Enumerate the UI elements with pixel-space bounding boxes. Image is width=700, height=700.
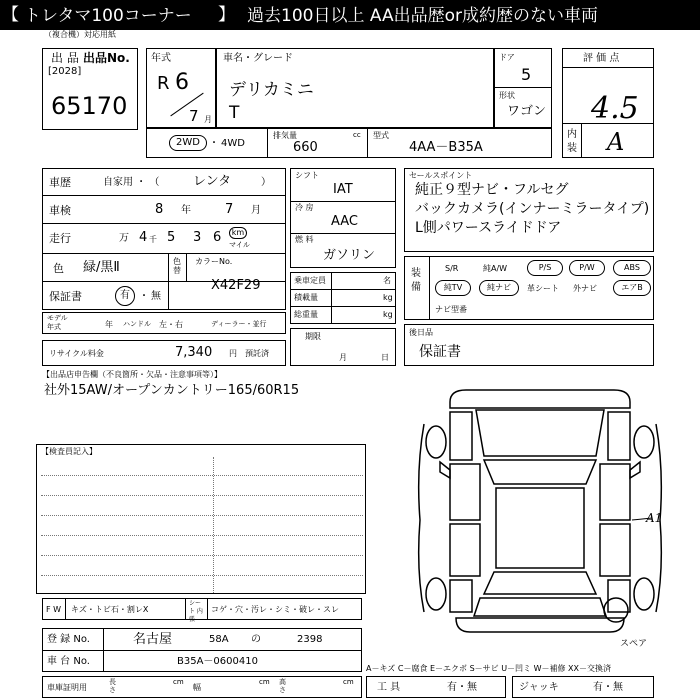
rear-glass: [484, 572, 596, 594]
mileage-man-unit: 万: [119, 233, 129, 244]
tools-value: 有・無: [447, 682, 477, 693]
equip-abs: ABS: [613, 260, 651, 276]
year-month: 7: [189, 107, 199, 125]
warranty-label: 保証書: [49, 290, 82, 303]
left-front-door: [450, 464, 480, 520]
inspection-year-unit: 年: [181, 205, 191, 216]
shift-value: IAT: [333, 182, 353, 197]
jack-label: ジャッキ: [519, 682, 559, 693]
load-label: 積載量: [294, 293, 318, 302]
mileage-sen-unit: 千: [149, 235, 157, 244]
sales-points-label: セールスポイント: [409, 171, 473, 180]
cert-length-unit: cm: [173, 678, 184, 686]
drive-2wd: 2WD: [169, 135, 207, 151]
warranty-sep: ・: [139, 291, 149, 302]
equipment-box: [404, 256, 654, 320]
right-front-door: [600, 464, 630, 520]
deadline-label: 期限: [305, 332, 321, 341]
history-label: 車歴: [49, 176, 71, 189]
model-code-label: 型式: [373, 131, 389, 140]
mileage-digit-2: 5: [167, 230, 176, 245]
mileage-digit-1: 4: [139, 230, 148, 245]
displacement-label: 排気量: [273, 131, 297, 140]
model-year-row: [42, 312, 286, 334]
capacity-label: 乗車定員: [294, 276, 326, 285]
cert-height-unit: cm: [343, 678, 354, 686]
cert-row: [42, 676, 362, 698]
recycle-value: 7,340: [175, 345, 213, 360]
year-value: 6: [175, 70, 189, 95]
fw-row: [42, 598, 362, 623]
cert-width: 幅: [193, 683, 201, 692]
score-label: 評 価 点: [583, 53, 620, 64]
interior-label-1: 内: [567, 129, 577, 140]
recycle-note: 預託済: [245, 349, 269, 358]
capacity-table: [290, 272, 396, 324]
year-label: 年式: [151, 53, 171, 64]
lot-number: 65170: [51, 92, 128, 120]
seat-label: シート 内張: [189, 600, 203, 623]
model-name-label: 車名・グレード: [223, 53, 293, 64]
cert-height: 高さ: [279, 678, 286, 694]
model-grade: T: [229, 103, 240, 123]
color-value: 緑/黒Ⅱ: [83, 260, 120, 275]
mileage-label: 走行: [49, 232, 71, 245]
drive-sep: ・: [209, 138, 219, 149]
wheel-lf: [426, 426, 446, 458]
doors-value: 5: [521, 65, 532, 84]
mileage-mile: マイル: [229, 241, 250, 249]
sheet-note: （複合機）対応用紙: [44, 30, 116, 39]
model-code-value: 4AA－B35A: [409, 140, 483, 155]
registration-region: 名古屋: [133, 632, 173, 647]
jack-value: 有・無: [593, 682, 623, 693]
fw-text: キズ・トビ石・割レX: [71, 605, 149, 614]
chassis-label: 車 台 No.: [47, 656, 90, 667]
spec-column: [290, 168, 396, 268]
left-side-profile: [419, 424, 424, 612]
score-box: [562, 48, 654, 158]
chassis-value: B35A－0600410: [177, 656, 258, 667]
equip-pw: P/W: [569, 260, 605, 276]
doors-label: ドア: [499, 53, 515, 62]
year-month-unit: 月: [204, 115, 212, 124]
warranty-no: 無: [151, 291, 161, 302]
left-rear-fender: [450, 580, 472, 612]
tools-label: 工 具: [377, 682, 401, 693]
registration-table: [42, 628, 362, 672]
mileage-digit-3: 3: [193, 230, 202, 245]
interior-label-2: 装: [567, 143, 577, 154]
inspection-year: 8: [155, 202, 164, 217]
info-table: [42, 168, 286, 310]
registration-class: 58A: [209, 634, 229, 645]
equip-navi: 純ナビ: [479, 280, 519, 296]
drive-4wd: 4WD: [221, 138, 245, 149]
wheel-rf: [634, 426, 654, 458]
equipment-label: 装備: [411, 268, 421, 293]
inspector-header: 【検査員記入】: [41, 447, 97, 456]
inspector-box: [36, 444, 366, 594]
hood: [476, 410, 604, 456]
cert-width-unit: cm: [259, 678, 270, 686]
equip-aw: 純A/W: [483, 264, 508, 273]
banner-title: 過去100日以上 AA出品歴or成約歴のない車両: [247, 6, 598, 26]
registration-number: 2398: [297, 634, 323, 645]
shape-label: 形状: [499, 91, 515, 100]
banner: [0, 0, 700, 30]
damage-mark: A1: [646, 511, 663, 525]
recycle-row: [42, 340, 286, 366]
wheel-lr: [426, 578, 446, 610]
banner-corner-label: トレタマ100コーナー: [24, 6, 192, 26]
history-close: ）: [261, 177, 271, 188]
mirror-right: [630, 462, 640, 478]
equip-ps: P/S: [527, 260, 563, 276]
dealer-options: ディーラー・並行: [211, 320, 267, 328]
left-rear-door: [450, 524, 480, 576]
roof: [496, 488, 584, 568]
deadline-day: 日: [381, 353, 389, 362]
sales-point-2: バックカメラ(インナーミラータイプ): [415, 201, 650, 217]
tools-box: [366, 676, 506, 698]
inspection-label: 車検: [49, 204, 71, 217]
displacement-unit: cc: [353, 131, 361, 139]
equip-leather: 革シート: [527, 284, 559, 293]
front-bumper: [450, 390, 630, 408]
aircon-value: AAC: [331, 214, 358, 229]
equip-ext-navi: 外ナビ: [573, 284, 597, 293]
handle-label: ハンドル: [123, 320, 151, 328]
navi-model-label: ナビ型番: [435, 305, 467, 314]
inspection-month: 7: [225, 202, 234, 217]
shape-value: ワゴン: [507, 104, 547, 119]
right-front-fender: [608, 412, 630, 460]
right-rear-door: [600, 524, 630, 576]
car-damage-diagram: [410, 380, 670, 640]
jack-box: [512, 676, 654, 698]
fuel-value: ガソリン: [323, 248, 376, 263]
equip-airbag: エアB: [613, 280, 651, 296]
wheel-rr: [634, 578, 654, 610]
model-year-label: モデル年式: [47, 314, 68, 331]
registration-kana: の: [251, 634, 261, 645]
color-code-label: カラーNo.: [195, 257, 233, 266]
interior-value: A: [607, 128, 625, 156]
cert-length: 長さ: [109, 678, 116, 694]
rear-bumper: [456, 618, 624, 632]
windshield: [484, 460, 596, 484]
history-value: レンタ: [193, 174, 232, 189]
sales-points-box: [404, 168, 654, 252]
notes-content: 社外15AW/オープンカントリー165/60R15: [44, 383, 300, 398]
shift-label: シフト: [295, 171, 319, 180]
registration-label: 登 録 No.: [47, 634, 90, 645]
weight-label: 総重量: [294, 310, 318, 319]
lot-box: [42, 48, 138, 130]
notes-header: 【出品店申告欄（不良箇所・欠品・注意事項等）】: [42, 370, 222, 379]
lot-header: 出品No.: [83, 51, 130, 65]
year-diagonal: [170, 93, 203, 117]
recycle-unit: 円: [229, 349, 237, 358]
inspection-month-unit: 月: [251, 205, 261, 216]
aircon-label: 冷 房: [295, 203, 314, 212]
handle-options: 左・右: [159, 320, 183, 329]
equip-sr: S/R: [445, 264, 459, 273]
score-value: 4.5: [591, 91, 639, 126]
model-name-box: [216, 48, 494, 128]
model-name-value: デリカミニ: [229, 80, 314, 100]
mirror-left: [440, 462, 450, 478]
year-era: R: [157, 73, 170, 94]
sales-point-3: L側パワースライドドア: [415, 220, 562, 236]
year-box: [146, 48, 216, 128]
displacement-value: 660: [293, 140, 318, 155]
load-unit: kg: [383, 293, 393, 302]
post-items-box: [404, 324, 654, 366]
drive-row: [146, 128, 552, 158]
lot-label: 出 品: [51, 51, 79, 65]
fuel-label: 燃 料: [295, 235, 314, 244]
rear-body: [474, 598, 606, 616]
damage-legend: A－キズ C－腐食 E－エクボ S－サビ U－凹ミ W－補修 XX－交換済: [366, 664, 612, 673]
left-front-fender: [450, 412, 472, 460]
post-items-label: 後日品: [409, 328, 433, 337]
model-year-unit: 年: [105, 320, 113, 329]
spare-label: スペア: [620, 639, 648, 649]
equip-tv: 純TV: [435, 280, 471, 296]
capacity-unit: 名: [383, 276, 391, 285]
post-items-value: 保証書: [419, 344, 461, 360]
cert-label: 車庫証明用: [47, 683, 87, 692]
color-code: X42F29: [211, 278, 261, 293]
fw-label: F W: [46, 605, 62, 614]
history-options: 自家用 ・ （: [103, 177, 160, 188]
deadline-box: [290, 328, 396, 366]
banner-left-bracket: 【: [2, 5, 19, 25]
sales-point-1: 純正９型ナビ・フルセグ: [415, 182, 569, 198]
mileage-km: km: [229, 227, 247, 239]
banner-right-bracket: 】: [218, 5, 235, 25]
mileage-digit-4: 6: [213, 230, 222, 245]
deadline-month: 月: [339, 353, 347, 362]
recycle-label: リサイクル料金: [49, 349, 104, 358]
seat-text: コゲ・穴・汚レ・シミ・破レ・スレ: [211, 605, 339, 614]
color-change-label: 色替: [173, 257, 181, 275]
warranty-yes: 有: [115, 286, 135, 306]
doors-box: [494, 48, 552, 128]
lot-stamp: [2028]: [48, 66, 82, 77]
right-rear-fender: [608, 580, 630, 612]
weight-unit: kg: [383, 310, 393, 319]
color-label: 色: [53, 262, 64, 275]
